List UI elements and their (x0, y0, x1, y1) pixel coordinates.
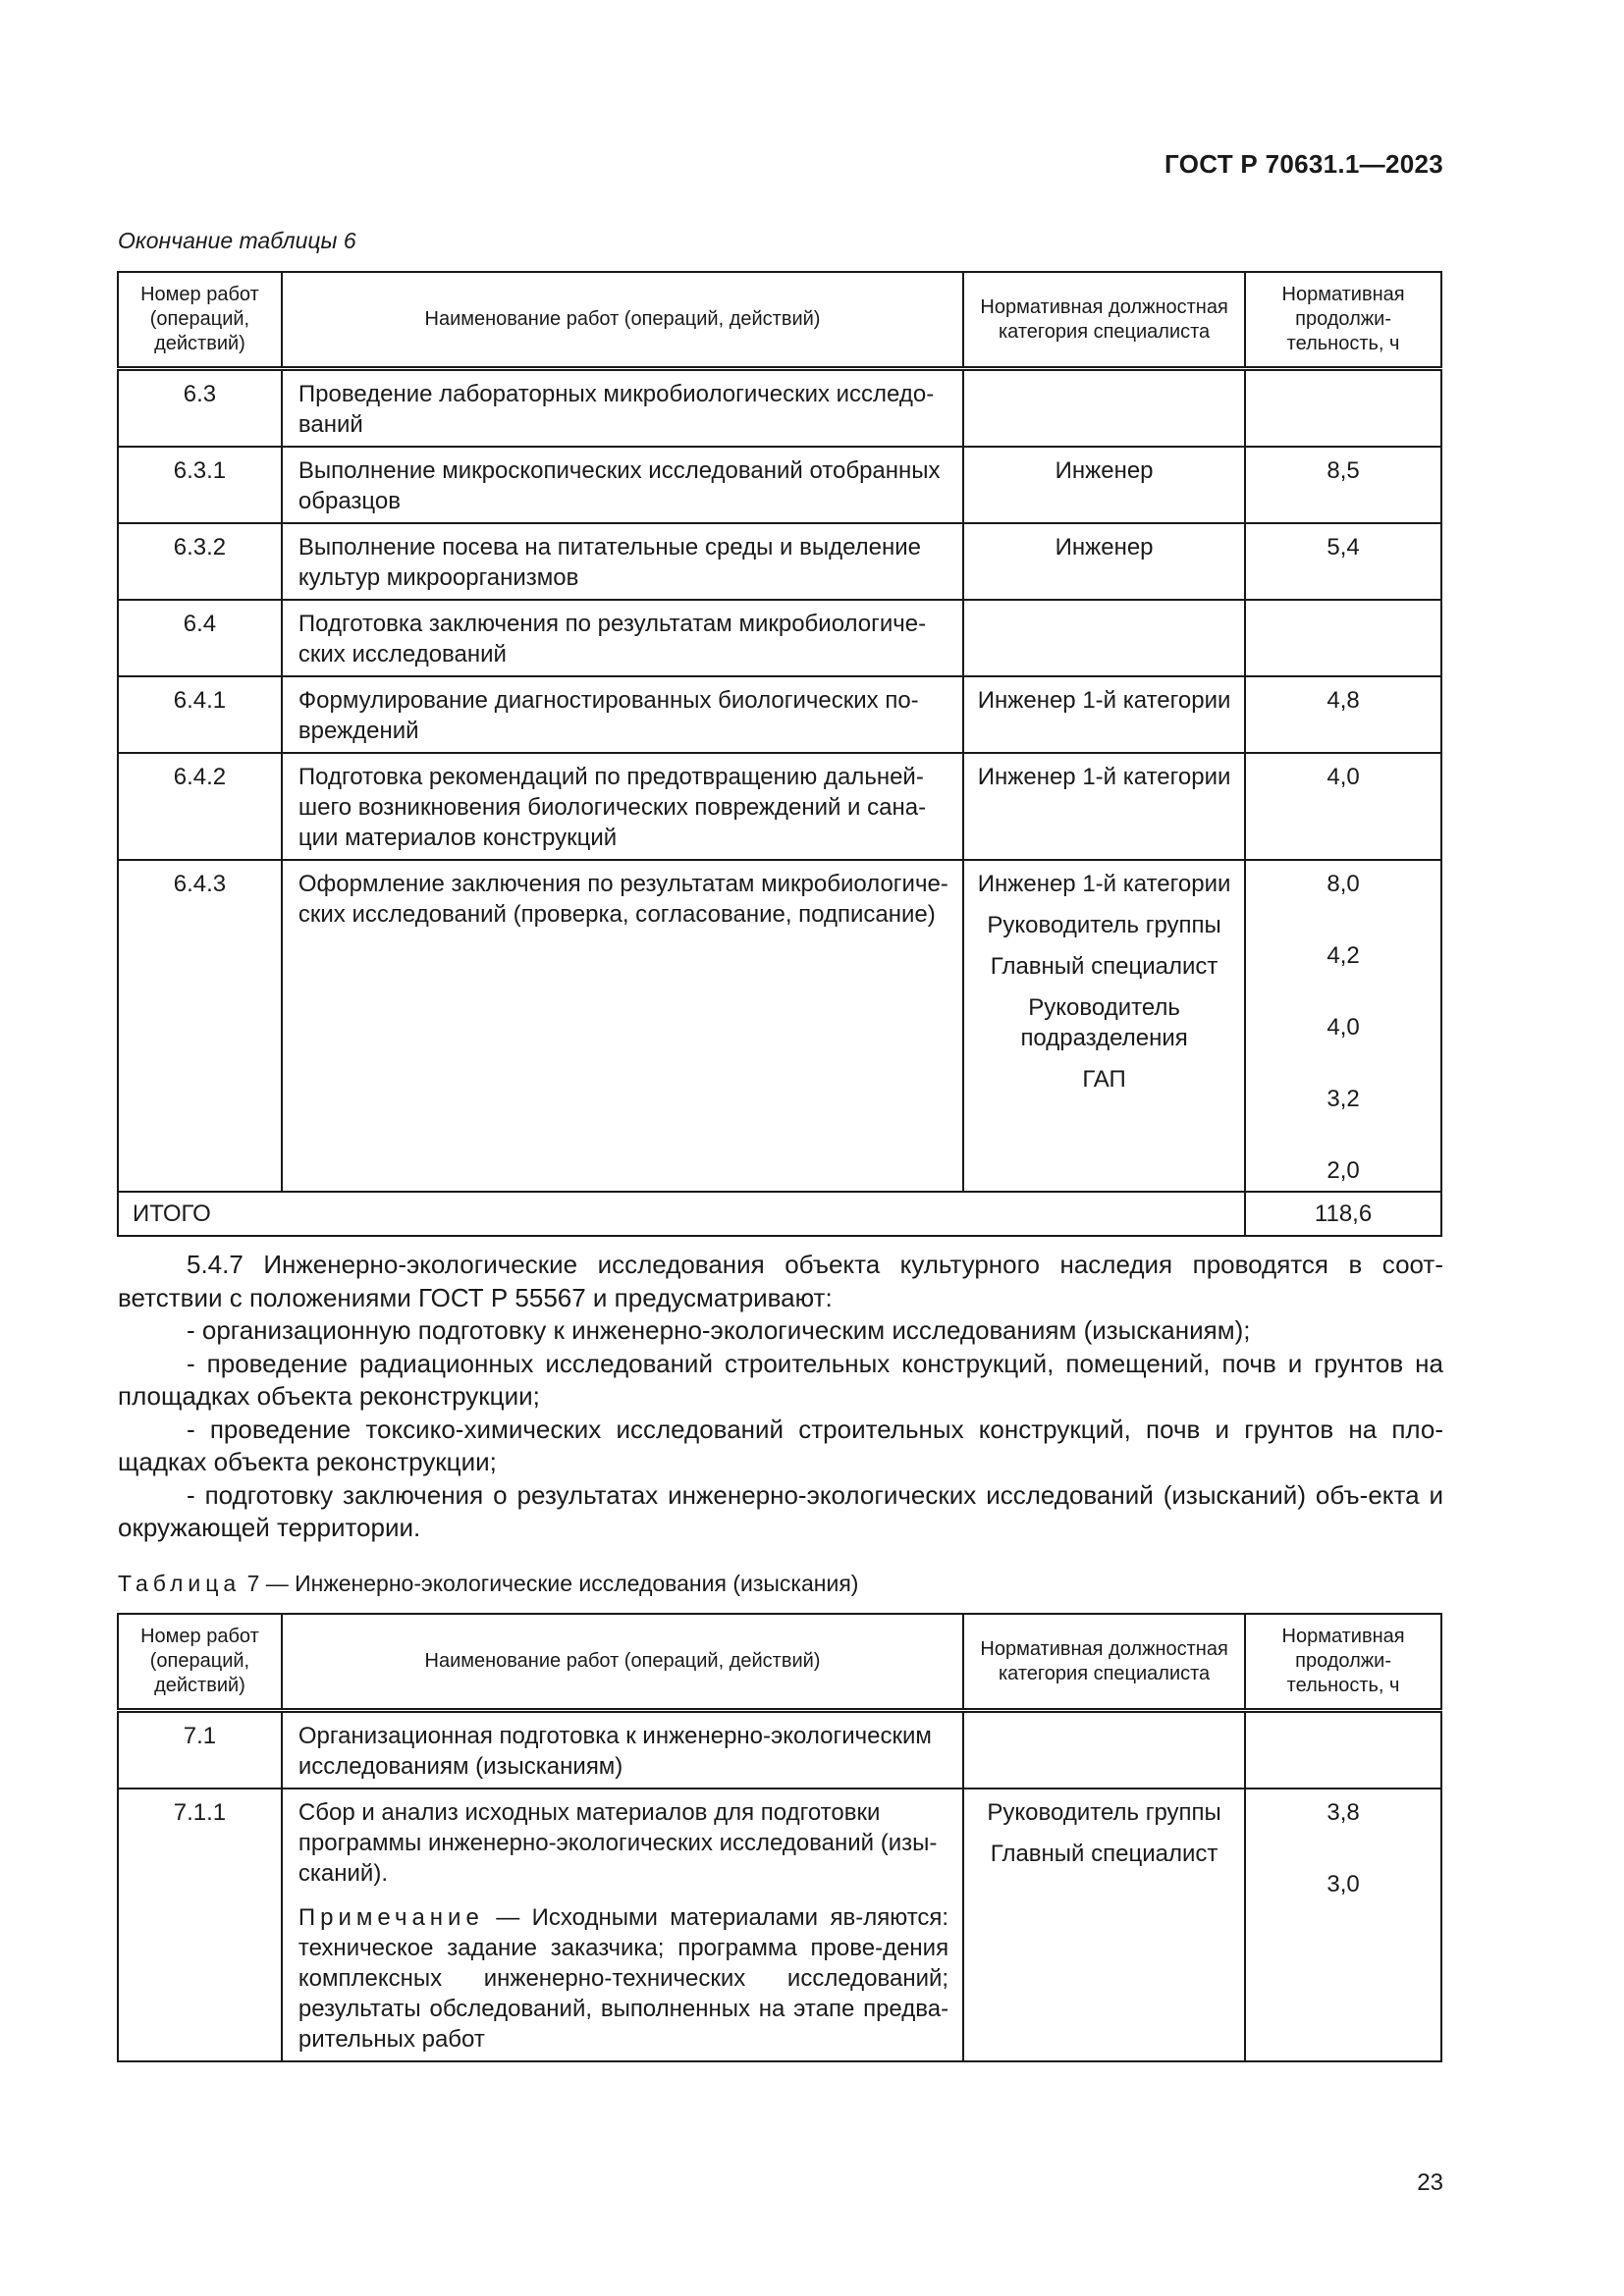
work-name-text: Сбор и анализ исходных материалов для подготовки программы инженерно-экологических исследований (изы-сканий). (298, 1799, 938, 1887)
duration-value: 4,2 (1326, 942, 1360, 969)
duration-value: 4,0 (1326, 764, 1360, 790)
specialist-category: Инженер 1-й категории (977, 764, 1231, 790)
duration-value: 4,0 (1326, 1014, 1360, 1041)
table-row (118, 369, 1441, 448)
table7-col-specialist: Нормативная должностная категория специалиста (963, 1614, 1245, 1711)
row-number: 6.4.2 (118, 753, 282, 860)
row-work-name (282, 676, 963, 753)
row-specialists (963, 1789, 1245, 2061)
table7-caption-word: Таблица (118, 1571, 242, 1596)
section-item: - проведение радиационных исследований строительных конструкций, помещений, почв и грунтов на площадках объекта реконструкции; (118, 1348, 1443, 1411)
duration-value: 5,4 (1326, 534, 1360, 561)
specialist-category: Руководитель группы (987, 1799, 1221, 1826)
specialist-category: Руководитель группы (987, 912, 1221, 938)
row-specialists (963, 1711, 1245, 1789)
row-work-name (282, 753, 963, 860)
specialist-category: ГАП (1082, 1066, 1126, 1093)
table7-col-number: Номер работ (операций, действий) (118, 1614, 282, 1711)
duration-value: 4,8 (1326, 687, 1360, 714)
row-number: 6.3.2 (118, 523, 282, 600)
section-intro: 5.4.7 Инженерно-экологические исследования объекта культурного наследия проводятся в соот-ветствии с положениями ГОСТ Р 55567 и предусматривают: (118, 1250, 1443, 1312)
table-row (118, 523, 1441, 600)
duration-value: 2,0 (1326, 1157, 1360, 1184)
document-standard-number: ГОСТ Р 70631.1—2023 (1164, 149, 1443, 179)
row-number: 7.1.1 (118, 1789, 282, 2061)
row-number: 6.4.1 (118, 676, 282, 753)
work-name-text: Выполнение посева на питательные среды и выделение культур микроорганизмов (298, 534, 922, 591)
row-work-name (282, 447, 963, 523)
table6-caption: Окончание таблицы 6 (118, 228, 356, 253)
row-work-name (282, 523, 963, 600)
table-row (118, 600, 1441, 676)
row-durations (1245, 1711, 1441, 1789)
specialist-category: Инженер 1-й категории (977, 687, 1231, 714)
row-specialists (963, 676, 1245, 753)
table-row (118, 860, 1441, 1192)
table-row (118, 447, 1441, 523)
row-work-name (282, 369, 963, 448)
table-7 (117, 1613, 1442, 2062)
work-name-text: Организационная подготовка к инженерно-экологическим исследованиям (изысканиям) (298, 1723, 932, 1780)
table7-col-duration: Нормативная продолжи-тельность, ч (1245, 1614, 1441, 1711)
row-specialists (963, 600, 1245, 676)
row-number: 6.3 (118, 369, 282, 448)
row-number: 6.3.1 (118, 447, 282, 523)
row-note (298, 1902, 948, 2055)
row-work-name (282, 600, 963, 676)
row-durations (1245, 523, 1441, 600)
row-durations (1245, 753, 1441, 860)
table7-header-row (118, 1614, 1441, 1711)
row-number: 7.1 (118, 1711, 282, 1789)
table6-col-name: Наименование работ (операций, действий) (282, 272, 963, 369)
work-name-text: Оформление заключения по результатам микробиологиче-ских исследований (проверка, согласование, подписание) (298, 871, 948, 928)
table7-caption-title: 7 — Инженерно-экологические исследования (изыскания) (246, 1571, 859, 1596)
row-specialists (963, 369, 1245, 448)
specialist-category: Главный специалист (990, 1841, 1218, 1867)
section-item: - организационную подготовку к инженерно-экологическим исследованиям (изысканиям); (187, 1315, 1251, 1345)
table-row (118, 753, 1441, 860)
row-durations (1245, 369, 1441, 448)
row-specialists (963, 860, 1245, 1192)
total-value: 118,6 (1245, 1192, 1441, 1236)
table6-col-number: Номер работ (операций, действий) (118, 272, 282, 369)
row-work-name (282, 1789, 963, 2061)
row-durations (1245, 447, 1441, 523)
table6-total-row (118, 1192, 1441, 1236)
work-name-text: Подготовка заключения по результатам микробиологиче-ских исследований (298, 611, 927, 667)
duration-value: 3,2 (1326, 1086, 1360, 1112)
table-row (118, 1711, 1441, 1789)
row-specialists (963, 753, 1245, 860)
row-number: 6.4 (118, 600, 282, 676)
row-work-name (282, 860, 963, 1192)
duration-value: 3,0 (1326, 1871, 1360, 1897)
specialist-category: Инженер 1-й категории (977, 871, 1231, 897)
work-name-text: Проведение лабораторных микробиологических исследо-ваний (298, 381, 935, 438)
duration-value: 8,5 (1326, 457, 1360, 484)
table6-header-row (118, 272, 1441, 369)
row-specialists (963, 523, 1245, 600)
section-item: - подготовку заключения о результатах инженерно-экологических исследований (изысканий) объ-екта и окружающей территории. (118, 1479, 1443, 1542)
work-name-text: Выполнение микроскопических исследований отобранных образцов (298, 457, 941, 514)
work-name-text: Формулирование диагностированных биологических по-вреждений (298, 687, 919, 744)
specialist-category: Инженер (1055, 457, 1154, 484)
table7-col-name: Наименование работ (операций, действий) (282, 1614, 963, 1711)
note-label: Примечание (298, 1904, 484, 1931)
table-6 (117, 271, 1442, 1237)
table7-caption (118, 1571, 858, 1597)
specialist-category: Главный специалист (990, 953, 1218, 980)
row-durations (1245, 676, 1441, 753)
row-number: 6.4.3 (118, 860, 282, 1192)
note-text: — Исходными материалами яв-ляются: техническое задание заказчика; программа прове-дения комплексных инженерно-технических исследований; результаты обследований, выполненных на этапе предва-рительных работ (298, 1904, 949, 2053)
row-durations (1245, 860, 1441, 1192)
specialist-category: Руководитель подразделения (1020, 994, 1188, 1051)
section-5-4-7 (118, 1249, 1443, 1545)
duration-value: 3,8 (1326, 1799, 1360, 1826)
total-label: ИТОГО (118, 1192, 1245, 1236)
table6-col-duration: Нормативная продолжи-тельность, ч (1245, 272, 1441, 369)
row-specialists (963, 447, 1245, 523)
page-number: 23 (1417, 2169, 1443, 2196)
row-durations (1245, 600, 1441, 676)
specialist-category: Инженер (1055, 534, 1154, 561)
table-row (118, 676, 1441, 753)
section-item: - проведение токсико-химических исследований строительных конструкций, почв и грунтов на пло-щадках объекта реконструкции; (118, 1414, 1443, 1476)
row-durations (1245, 1789, 1441, 2061)
table6-col-specialist: Нормативная должностная категория специалиста (963, 272, 1245, 369)
work-name-text: Подготовка рекомендаций по предотвращению дальней-шего возникновения биологических повреждений и сана-ции материалов конструкций (298, 764, 927, 851)
table-row (118, 1789, 1441, 2061)
row-work-name (282, 1711, 963, 1789)
duration-value: 8,0 (1326, 871, 1360, 897)
